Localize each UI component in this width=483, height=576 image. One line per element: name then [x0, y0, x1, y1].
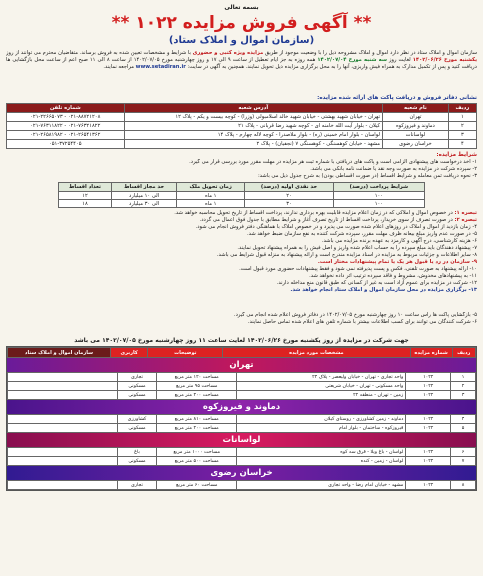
cell: مسکونی — [117, 457, 157, 466]
cell: لواسان - بلوار امام خمینی (ره) - بلوار ملاصدرا - کوچه لاله چهارم - پلاک ۱۴ — [124, 131, 383, 140]
cell — [8, 448, 118, 457]
lots-khorasan — [7, 480, 476, 490]
col-header: حد مجاز اقساط — [112, 183, 177, 192]
cell: مشهد - خیابان امام رضا - واحد تجاری — [237, 481, 406, 490]
col-address: آدرس شعبه — [124, 104, 383, 113]
rules-list — [6, 159, 477, 180]
cell: لواسان - زمین - کنده — [237, 457, 406, 466]
cell: تهران — [383, 113, 449, 122]
cell: مساحت ۱۲۰ متر مربع — [157, 373, 237, 382]
intro-start-date: یکشنبه مورخ ۱۴۰۲/۰۶/۲۶ — [412, 57, 477, 64]
rules-heading: شرایط مزایده: — [436, 152, 477, 158]
table-row — [7, 122, 477, 131]
cell — [8, 457, 118, 466]
cell: ۰۲۱-۸۸۷۲۱۲۰۸ - ۰۲۱-۲۲۶۶۵۰۷۳ — [7, 113, 125, 122]
cell: مساحت ۸۱۰ متر مربع — [157, 415, 237, 424]
cell: ۳ — [448, 131, 476, 140]
cell: تهران - خیابان شهید بهشتی - خیابان شهید خالد اسلامبولی (وزرا) - کوچه بیست و یکم - پلاک ۱۲ — [124, 113, 383, 122]
table-row — [7, 113, 477, 122]
cell: ۲ — [448, 122, 476, 131]
cell — [8, 481, 118, 490]
lots-lavasanat — [7, 447, 476, 466]
rule-item: ۱- اخذ درخواست های پیشنهادی الزامی است و پاکت های دریافتی با شماره ثبت هر مزایده در مهلت مقرر مورد بررسی قرار می گیرد. — [189, 159, 477, 165]
cell: ۰۲۱-۷۶۳۲۱۸۲۲ - ۰۲۱-۷۶۳۱۱۸۲۲ — [7, 122, 125, 131]
intro-text-2b: همه روزه به جز ایام تعطیل از ساعت ۹ الی ۱۷ و روز چهارشنبه مورخ ۱۴۰۲/۰۷/۰۵ از ساعت ۸ الی ۱۱ صبح اعم از ساعت محل بازگشایی — [12, 57, 316, 64]
rule-item: ۵- در صورت عدم واریز مبلغ بیعانه ظرف مهلت مقرر، سپرده شرکت کننده به نفع سازمان ضبط خواهد شد. — [246, 231, 477, 237]
cell: ۱۸ — [58, 200, 111, 208]
cell: ۱۰۲۲ — [406, 424, 451, 433]
region-band-tehran: تهران — [7, 358, 476, 372]
cell: تجاری — [117, 481, 157, 490]
cell: ۱۰۰ — [333, 192, 425, 200]
cell — [8, 373, 118, 382]
cell: ۱۰۲۲ — [406, 382, 451, 391]
cell: دماوند و فیروزکوه — [383, 122, 449, 131]
cell: تجاری — [117, 373, 157, 382]
lots-tehran — [7, 372, 476, 400]
payment-terms-table — [58, 182, 425, 208]
participation-window: جهت شرکت در مزایده از روز یکشنبه مورخ ۱۴۰۲/۰۶/۲۶ لغایت ساعت ۱۱ روز چهارشنبه مورخ ۱۴۰۲/۰۷/۰۵ می باشد — [74, 337, 409, 344]
rule-item: ۹- سازمان در رد یا قبول هر یک یا تمام پیشنهادات مختار است. — [317, 259, 477, 265]
cell: ۱ — [451, 373, 476, 382]
intro-text-2: لغایت روز — [388, 57, 411, 64]
cell: زمین - تهران - منطقه ۲۲ — [237, 391, 406, 400]
table-row — [7, 140, 477, 149]
col-header: ردیف — [452, 348, 475, 358]
intro-text-4: همچنین به آگهی در سایت: — [187, 64, 245, 71]
cell: ۴ — [448, 140, 476, 149]
intro-end-date: سه شنبه مورخ ۱۴۰۲/۰۷/۰۴ — [317, 57, 387, 64]
cell — [8, 424, 118, 433]
col-header: توضیحات — [148, 348, 223, 358]
org-header: سازمان اموال و املاک ستاد — [8, 348, 111, 358]
notice-subtitle: (سازمان اموال و املاک ستاد) — [168, 35, 315, 46]
cell: مساحت ۱۰۰۰ متر مربع — [157, 448, 237, 457]
cell: الی ۳۰ میلیارد — [112, 200, 177, 208]
col-header: زمان تحویل ملک — [177, 183, 245, 192]
intro-text-3: ها دریافت کنید و پس از تکمیل مدارک به همراه فیش واریزی، آنها را به محل برگزاری مزایده ذیل تحویل نمایند. — [6, 57, 477, 71]
cell: مساحت ۶۰ متر مربع — [157, 481, 237, 490]
rule-item: ۷- پیشنهاد دهندگان باید مبلغ سپرده را به حساب اعلام شده واریز و اصل فیش را به همراه پیشنهاد تحویل نمایند. — [237, 245, 477, 251]
cell: ۲ — [451, 382, 476, 391]
cell: مساحت ۴۰۰ متر مربع — [157, 391, 237, 400]
cell: ۱۲ — [58, 192, 111, 200]
cell: ۰۲۱-۲۶۵۴۱۳۶۲ - ۰۲۱-۲۶۵۸۱۹۸۲ — [7, 131, 125, 140]
cell: لواسان - باغ ویلا - قرق سه کوه — [237, 448, 406, 457]
cell: فیروزکوه - ساختمان - بلوار امام — [237, 424, 406, 433]
intro-paragraph — [6, 50, 477, 94]
region-band-damavand: دماوند و فیروزکوه — [7, 400, 476, 414]
rule-item: ۴- زمان بازدید از اموال و املاک در روزهای اعلام شده صورت می پذیرد و در خصوص املاک با هماهنگی دفتر فروش انجام می شود. — [195, 224, 477, 230]
table-row — [7, 131, 477, 140]
rule-item: ۲- سپرده شرکت در مزایده به صورت وجه نقد یا ضمانت نامه بانکی می باشد. — [310, 166, 477, 172]
cell: ۱۰۲۲ — [406, 415, 451, 424]
col-header: تعداد اقساط — [58, 183, 111, 192]
cell: واحد تجاری - تهران - خیابان ولیعصر - پلاک ۲۴ — [237, 373, 406, 382]
cell: مساحت ۹۵ متر مربع — [157, 382, 237, 391]
cell: ۱ — [448, 113, 476, 122]
col-header: کاربری — [110, 348, 147, 358]
table-row — [58, 192, 424, 200]
table-row — [58, 200, 424, 208]
cell: ۳ — [451, 391, 476, 400]
cell: ۱۰۲۲ — [406, 373, 451, 382]
col-phone: شماره تلفن — [7, 104, 125, 113]
cell: ۰۵۱-۳۷۲۵۴۴۰۵ — [7, 140, 125, 149]
col-header: مشخصات مورد مزایده — [223, 348, 410, 358]
cell — [8, 391, 118, 400]
rule-item: ۳- نحوه دریافت ثمن معامله و شرایط اقساط (در صورت اقساطی بودن) به شرح جدول ذیل می باشد: — [257, 173, 477, 179]
cell: واحد مسکونی - تهران - خیابان شریعتی — [237, 382, 406, 391]
date-item: ۵- بازگشایی پاکت ها رأس ساعت ۱۰ روز چهارشنبه مورخ ۱۴۰۲/۰۷/۰۵ در دفاتر فروش اعلام شده انجام می گیرد. — [233, 312, 477, 318]
cell: ۱۰۲۲ — [406, 457, 451, 466]
lots-table — [7, 347, 476, 358]
cell: خراسان رضوی — [383, 140, 449, 149]
cell: الی ۱۰ میلیارد — [112, 192, 177, 200]
col-row: ردیف — [448, 104, 476, 113]
intro-text-4b: مراجعه نمایند. — [103, 64, 134, 71]
cell: کیلان - بلوار آیت الله خامنه ای - کوچه شهید رضا قربانی - پلاک ۲۱ — [124, 122, 383, 131]
cell: ۱ ماه — [177, 200, 245, 208]
auction-lots — [6, 346, 477, 491]
col-header: شماره مزایده — [410, 348, 452, 358]
region-band-lavasanat: لواسانات — [7, 433, 476, 447]
rule-item: ۸- سایر اطلاعات و جزئیات مربوط به مزایده در اسناد مزایده مندرج است و ارائه پیشنهاد به منزله قبول شرایط می باشد. — [216, 252, 477, 258]
date-item: ۶- شرکت کنندگان می توانند برای کسب اطلاعات بیشتر با شماره تلفن های اعلام شده تماس حاصل نمایند. — [247, 319, 477, 325]
cell: باغ — [117, 448, 157, 457]
cell: ۲۰ — [245, 192, 333, 200]
table-row — [8, 391, 476, 400]
table-row — [8, 457, 476, 466]
cell — [8, 415, 118, 424]
cell: مسکونی — [117, 382, 157, 391]
cell — [8, 382, 118, 391]
intro-website-link[interactable]: www.setadiran.ir — [135, 64, 186, 71]
rule-item: ۱۲- شرکت در مزایده برای عموم آزاد است به غیر از کسانی که طبق قانون منع مداخله دارند. — [276, 280, 477, 286]
region-band-khorasan: خراسان رضوی — [7, 466, 476, 480]
cell: مشهد - خیابان کوهسنگی - کوهسنگی ۷ (نجفیان) - پلاک ۲ — [124, 140, 383, 149]
cell: ۱۰۲۲ — [406, 391, 451, 400]
cell: ۱۰۲۲ — [406, 448, 451, 457]
table-row — [8, 481, 476, 490]
rule-item: ۱۰- ارائه پیشنهاد به صورت تلفنی، فکس و پست پذیرفته نمی شود و فقط پیشنهادات حضوری مورد قبول است. — [239, 266, 477, 272]
table-row — [8, 415, 476, 424]
intro-auction-type: مزایده ویژه کتبی و حضوری — [192, 50, 264, 56]
col-header: حد نقدی اولیه (درصد) — [245, 183, 333, 192]
note-text: در صورت تصرف از سوی خریدار، پرداخت اقساط از تاریخ تصرف آغاز و شرایط مطابق با جدول فوق اعمال می گردد. — [199, 217, 453, 223]
note-text: در خصوص اموال و املاکی که در زمان اعلام مزایده قابلیت بهره برداری ندارند، پرداخت اقساط از تاریخ تحویل محاسبه خواهد شد. — [174, 210, 453, 216]
cell: لواسانات — [383, 131, 449, 140]
branch-address-table — [6, 103, 477, 149]
cell: ۳۰ — [245, 200, 333, 208]
intro-text-1b: با شرایط و مشخصات تعیین شده به فروش برساند. متقاضیان محترم می توانند از روز — [6, 50, 191, 56]
note-label: تبصره ۱: — [454, 210, 477, 216]
note-label: تبصره ۲: — [454, 217, 477, 223]
lots-damavand — [7, 414, 476, 433]
cell: ۱۰۰ — [333, 200, 425, 208]
rule-item: ۶- هزینه کارشناسی، درج آگهی و کارمزد به عهده برنده مزایده می باشد. — [321, 238, 477, 244]
rule-item: ۱۳- برگزاری مزایده در محل سازمان اموال و املاک ستاد انجام خواهد شد. — [290, 287, 477, 293]
cell: ۴ — [451, 415, 476, 424]
basmala: بسمه تعالی — [224, 4, 259, 11]
table-row — [8, 382, 476, 391]
cell: ۸ — [451, 481, 476, 490]
col-branch: نام شعبه — [383, 104, 449, 113]
cell: ۵ — [451, 424, 476, 433]
cell: ۶ — [451, 448, 476, 457]
rule-item: ۱۱- به پیشنهادهای مخدوش، مشروط و فاقد سپرده ترتیب اثر داده نخواهد شد. — [309, 273, 477, 279]
cell: مساحت ۵۰۰ متر مربع — [157, 457, 237, 466]
cell: مسکونی — [117, 424, 157, 433]
table-row — [8, 373, 476, 382]
cell: ۷ — [451, 457, 476, 466]
opening-dates — [6, 312, 477, 334]
table-row — [8, 448, 476, 457]
cell: کشاورزی — [117, 415, 157, 424]
cell: ۱۰۲۲ — [406, 481, 451, 490]
terms-body — [6, 210, 477, 310]
intro-text-1: سازمان اموال و املاک ستاد در نظر دارد اموال و املاک مشروحه ذیل را با وضعیت موجود از طریق — [265, 50, 477, 56]
cell: دماوند - زمین کشاورزی - روستای کیلان — [237, 415, 406, 424]
branch-address-heading: نشانی دفاتر فروش و دریافت پاکت های ارائه شده مزایده: — [317, 95, 477, 101]
cell: مساحت ۲۰۰ متر مربع — [157, 424, 237, 433]
notice-title: ** آگهی فروش مزایده ۱۰۲۲ ** — [111, 13, 372, 33]
cell: مسکونی — [117, 391, 157, 400]
col-header: شرایط پرداخت (درصد) — [333, 183, 425, 192]
cell: ۱ ماه — [177, 192, 245, 200]
table-row — [8, 424, 476, 433]
